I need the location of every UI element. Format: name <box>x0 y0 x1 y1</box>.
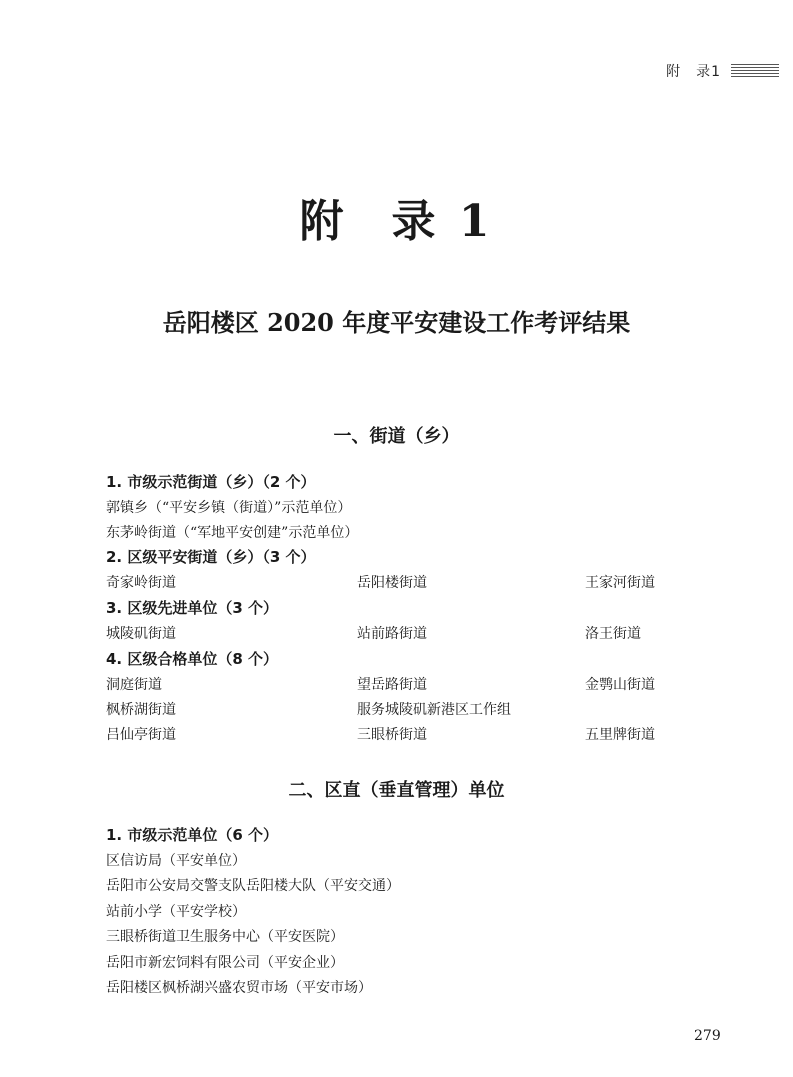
document-subtitle: 岳阳楼区 2020 年度平安建设工作考评结果 <box>162 308 631 337</box>
running-header-text: 附 录1 <box>666 64 721 80</box>
list-item: 岳阳楼区枫桥湖兴盛农贸市场（平安市场） <box>106 980 372 996</box>
table-row <box>106 699 686 719</box>
running-header <box>666 60 779 82</box>
group-title: 2. 区级平安街道（乡）（3 个） <box>106 548 316 566</box>
group-title: 1. 市级示范单位（6 个） <box>106 826 279 844</box>
table-row <box>106 623 686 643</box>
list-item: 区信访局（平安单位） <box>106 853 246 869</box>
page-number: 279 <box>694 1028 721 1044</box>
list-item: 站前小学（平安学校） <box>106 904 246 920</box>
page-heading-right: 录 1 <box>391 196 494 247</box>
group-title: 3. 区级先进单位（3 个） <box>106 599 279 617</box>
list-item: 王家河街道 <box>585 575 655 591</box>
list-item: 三眼桥街道 <box>357 727 427 743</box>
page-heading <box>0 185 793 249</box>
list-item: 奇家岭街道 <box>106 575 176 591</box>
group-title: 1. 市级示范街道（乡）（2 个） <box>106 473 316 491</box>
list-item: 东茅岭街道（“军地平安创建”示范单位） <box>106 525 359 541</box>
section-title-streets: 一、街道（乡） <box>333 426 460 447</box>
list-item: 站前路街道 <box>357 626 427 642</box>
list-item: 吕仙亭街道 <box>106 727 176 743</box>
list-item: 洛王街道 <box>585 626 641 642</box>
list-item: 岳阳市新宏饲料有限公司（平安企业） <box>106 955 344 971</box>
list-item: 洞庭街道 <box>106 677 162 693</box>
list-item: 三眼桥街道卫生服务中心（平安医院） <box>106 929 344 945</box>
table-row <box>106 724 686 744</box>
list-item: 五里牌街道 <box>585 727 655 743</box>
list-item: 望岳路街道 <box>357 677 427 693</box>
list-item: 岳阳楼街道 <box>357 575 427 591</box>
group-title: 4. 区级合格单位（8 个） <box>106 650 279 668</box>
table-row <box>106 572 686 592</box>
list-item: 岳阳市公安局交警支队岳阳楼大队（平安交通） <box>106 878 400 894</box>
list-item: 城陵矶街道 <box>106 626 176 642</box>
header-rule-lines <box>731 64 779 78</box>
list-item: 枫桥湖街道 <box>106 702 176 718</box>
section-title-units: 二、区直（垂直管理）单位 <box>288 780 505 801</box>
list-item: 金鹗山街道 <box>585 677 655 693</box>
page-heading-left: 附 <box>299 196 348 247</box>
table-row <box>106 674 686 694</box>
list-item: 服务城陵矶新港区工作组 <box>357 702 511 718</box>
list-item: 郭镇乡（“平安乡镇（街道）”示范单位） <box>106 500 352 516</box>
